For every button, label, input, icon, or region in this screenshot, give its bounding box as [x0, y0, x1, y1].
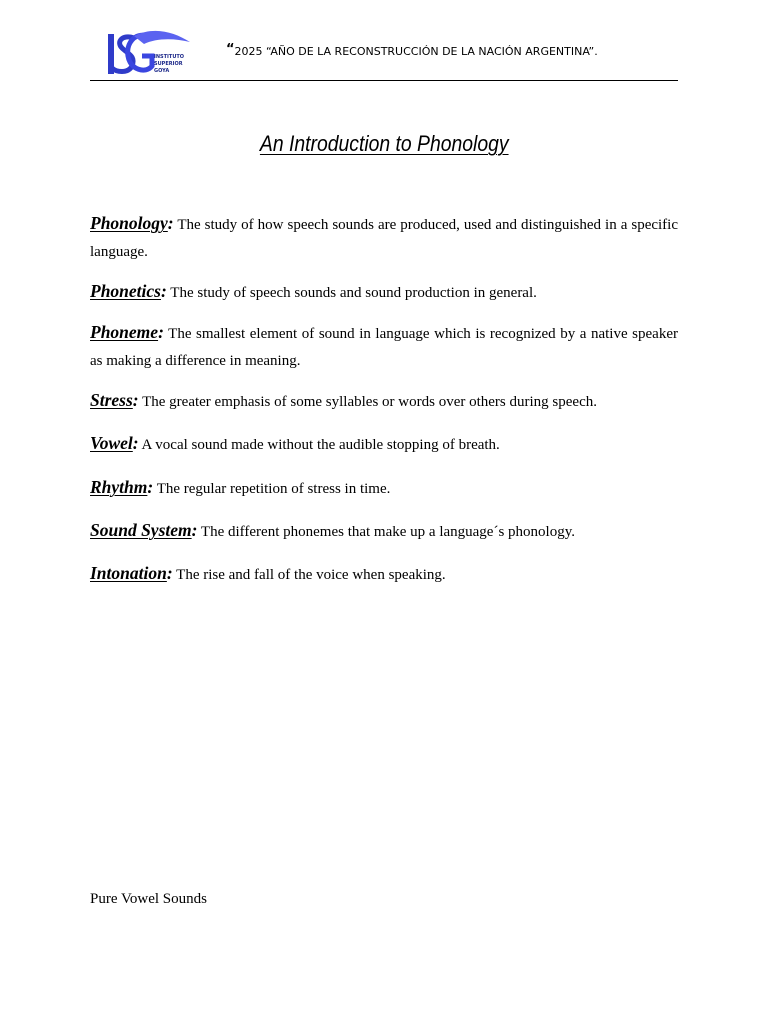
definition-term: Rhythm:: [90, 477, 154, 497]
definition-term: Phonology:: [90, 213, 174, 233]
definition-text: The study of speech sounds and sound production in general.: [166, 285, 537, 301]
definition-term: Vowel:: [90, 433, 139, 453]
definitions-list: [90, 210, 678, 589]
definition-text: A vocal sound made without the audible stopping of breath.: [138, 437, 500, 453]
definition-text: The study of how speech sounds are produced, used and distinguished in a specific language.: [90, 217, 678, 260]
logo-line-2: SUPERIOR: [154, 61, 183, 67]
header-motto-text: 2025 “AÑO DE LA RECONSTRUCCIÓN DE LA NACIÓN ARGENTINA”.: [234, 45, 598, 58]
definition-intonation: [90, 560, 678, 589]
header-open-quote: “: [226, 42, 235, 57]
header-motto: [226, 44, 598, 59]
definition-term: Phonetics:: [90, 281, 167, 301]
definition-text: The smallest element of sound in language which is recognized by a native speaker as making a difference in meaning.: [90, 326, 678, 369]
definition-phonology: [90, 210, 678, 266]
definition-text: The regular repetition of stress in time.: [153, 481, 391, 497]
definition-phoneme: [90, 319, 678, 375]
definition-phonetics: [90, 278, 678, 307]
document-title: An Introduction to Phonology: [259, 131, 509, 156]
section-heading-pure-vowel-sounds: Pure Vowel Sounds: [90, 891, 207, 907]
definition-term: Sound System:: [90, 520, 198, 540]
logo-line-3: GOYA: [154, 68, 170, 74]
definition-stress: [90, 387, 678, 416]
definition-term: Stress:: [90, 390, 139, 410]
definition-sound-system: [90, 517, 678, 546]
definition-text: The rise and fall of the voice when speaking.: [172, 567, 446, 583]
page-header: [90, 24, 678, 81]
logo-line-1: INSTITUTO: [154, 54, 185, 60]
definition-rhythm: [90, 474, 678, 503]
definition-term: Intonation:: [90, 563, 173, 583]
definition-text: The greater emphasis of some syllables or words over others during speech.: [138, 394, 597, 410]
definition-vowel: [90, 430, 678, 459]
definition-term: Phoneme:: [90, 322, 164, 342]
definition-text: The different phonemes that make up a language´s phonology.: [197, 524, 575, 540]
institute-logo: [104, 28, 194, 78]
